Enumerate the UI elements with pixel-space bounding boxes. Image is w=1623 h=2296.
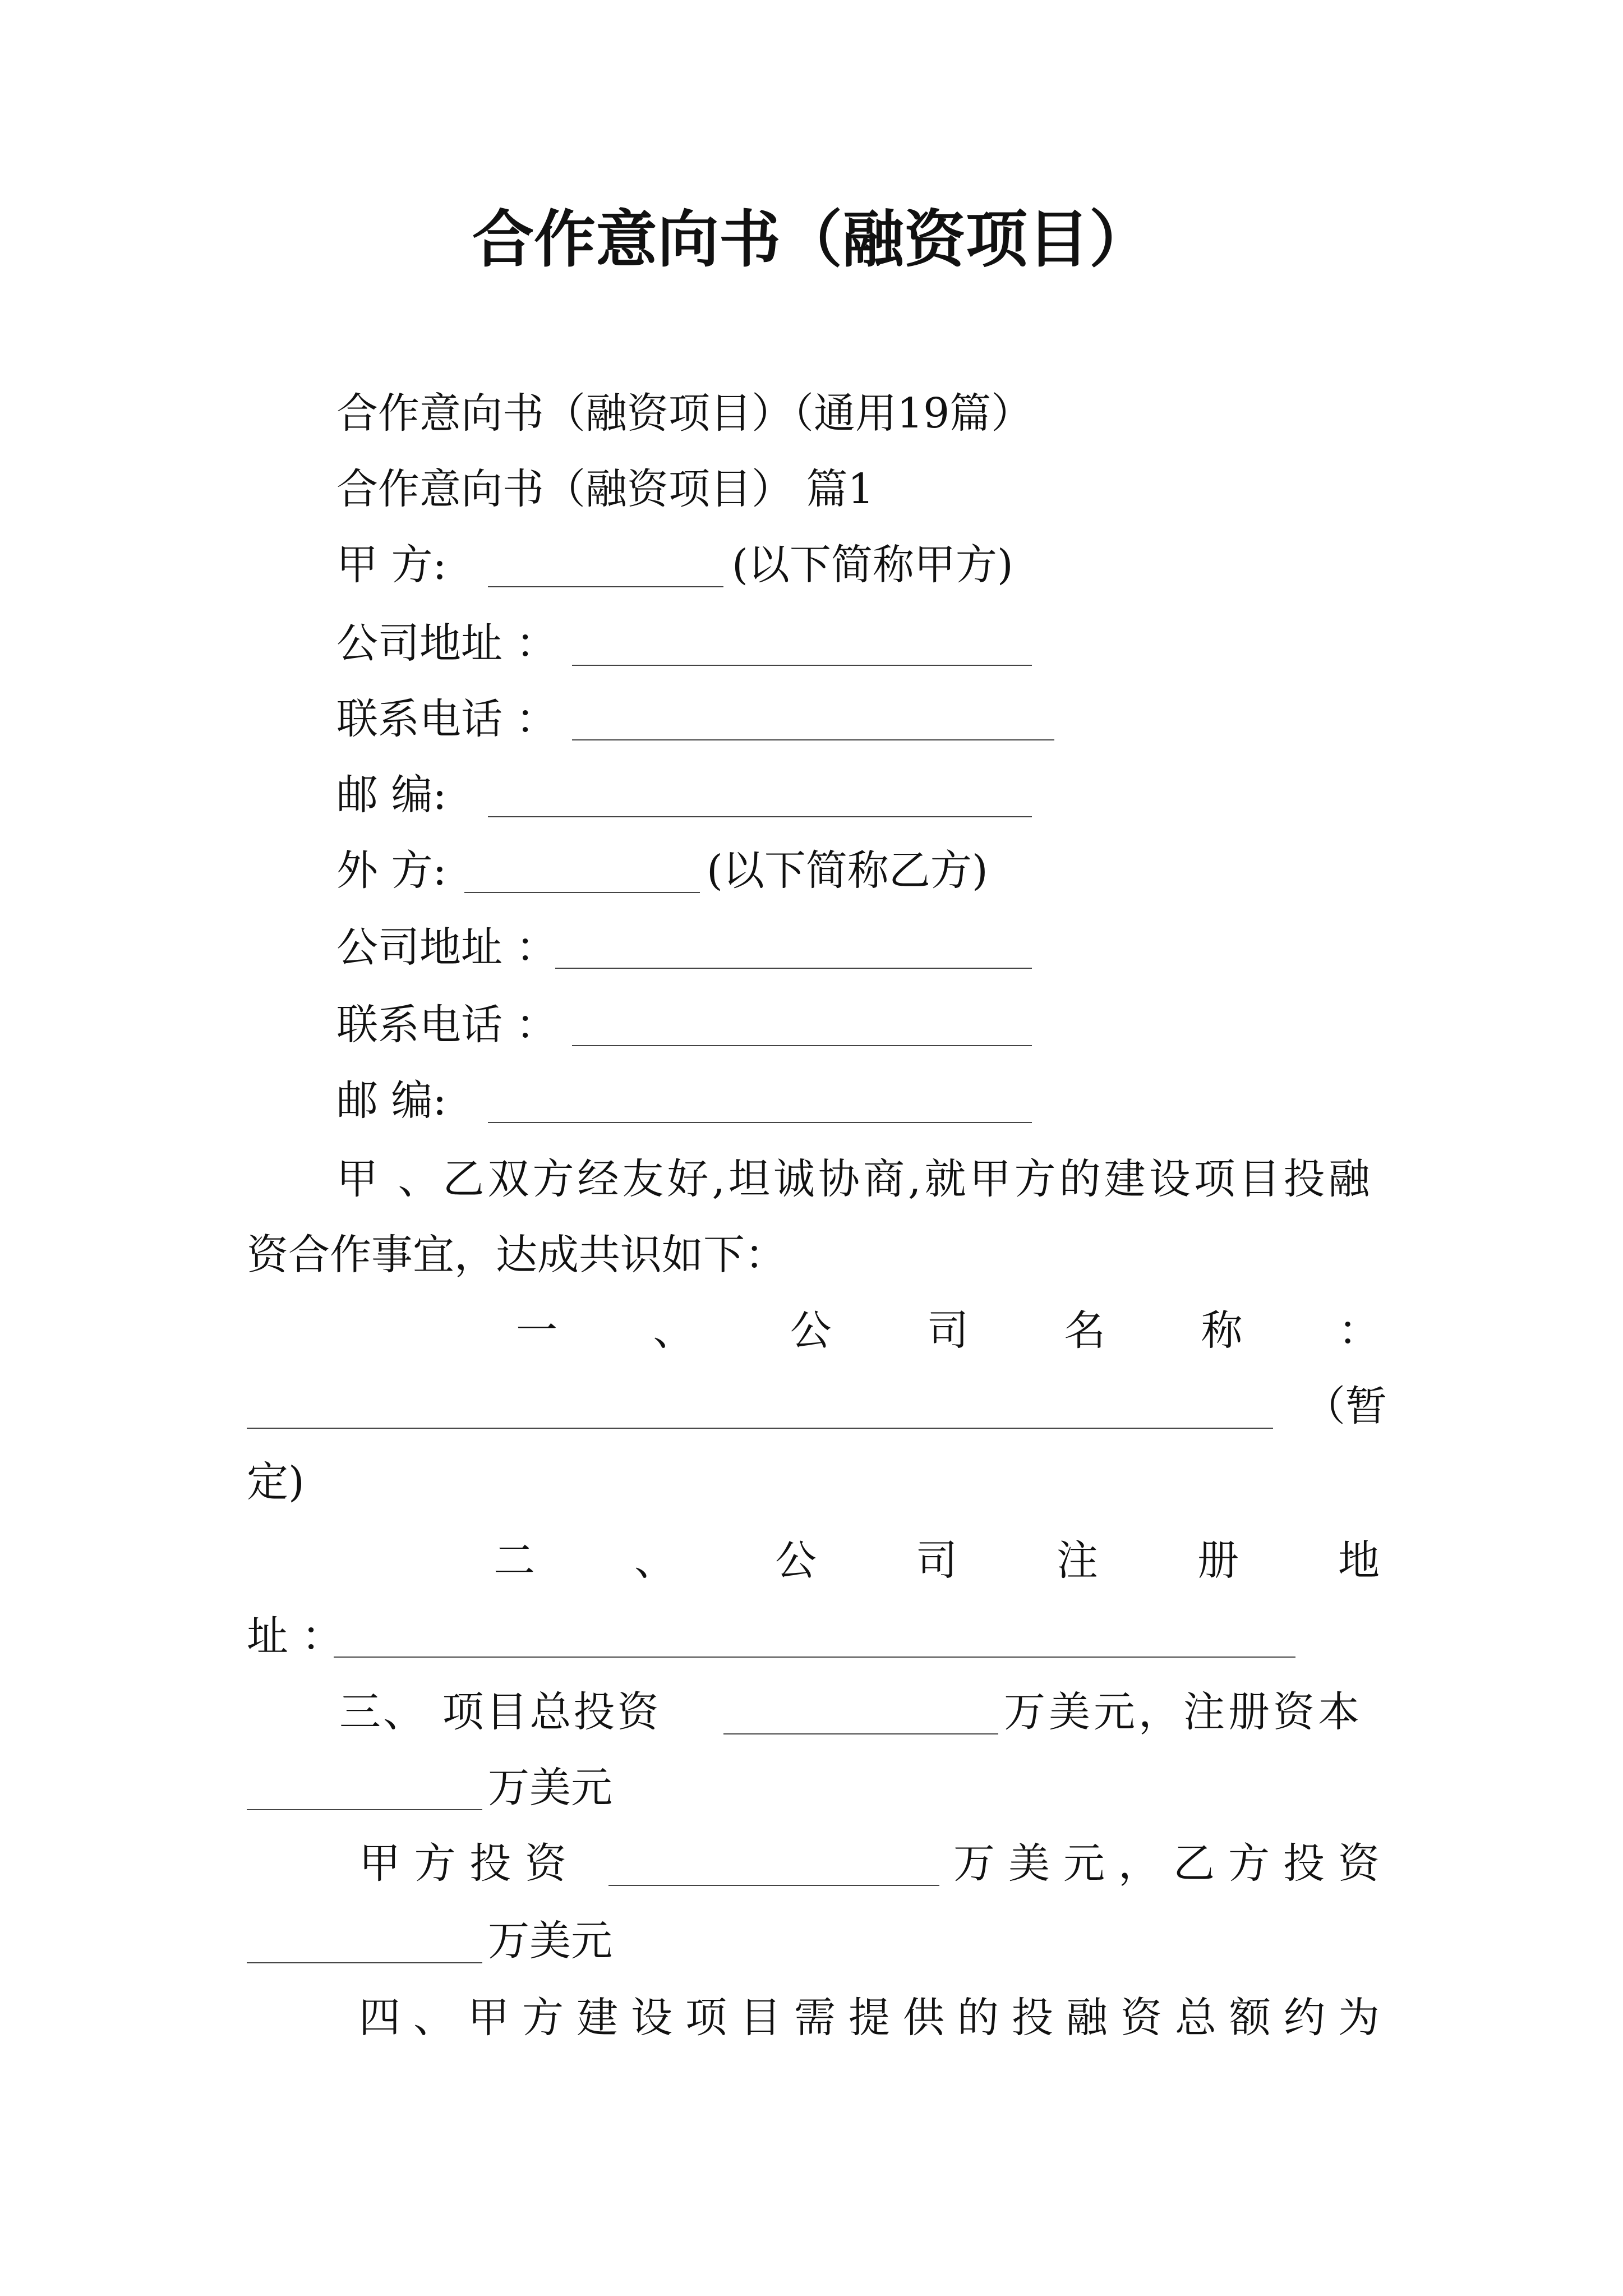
section-heading: 合作意向书（融资项目） 篇1: [336, 465, 874, 513]
party-a-phone-blank: [572, 739, 1054, 740]
party-a-postcode-blank: [488, 816, 1032, 817]
document-subtitle: 合作意向书（融资项目）（通用19篇）: [336, 389, 1033, 438]
clause-1-char: 、: [653, 1306, 695, 1355]
party-a-suffix: (以下简称甲方): [732, 541, 1013, 589]
intro-line-2: 资合作事宜，达成共识如下：: [247, 1231, 786, 1279]
clause-1-char: 名: [1064, 1306, 1106, 1355]
party-a-postcode-label: 邮 编:: [336, 771, 447, 819]
clause-4-char: 甲: [468, 1994, 509, 2042]
clause-4-char: 项: [685, 1994, 727, 2042]
clause-4-line-1: [359, 1994, 1380, 2042]
clause-1-suffix-part: （暂: [1304, 1382, 1387, 1430]
clause-4-char: 需: [794, 1994, 836, 2042]
clause-3b-unit-char: 元: [1063, 1839, 1105, 1888]
clause-4-char: 方: [522, 1994, 564, 2042]
clause-2-address-blank: [334, 1657, 1295, 1658]
party-b-postcode-blank: [488, 1122, 1032, 1123]
clause-3b-char: 资: [524, 1839, 566, 1888]
clause-4-char: 资: [1121, 1994, 1162, 2042]
clause-4-char: 融: [1066, 1994, 1108, 2042]
clause-2-char: 、: [634, 1536, 676, 1585]
clause-3-unit-2: 万美元: [488, 1764, 612, 1812]
clause-4-char: 约: [1284, 1994, 1325, 2042]
clause-3-capital-blank: [247, 1809, 482, 1810]
clause-2-line-2-label: 址 ：: [247, 1612, 343, 1660]
party-a-name-blank: [488, 586, 723, 587]
party-b-suffix: (以下简称乙方): [707, 846, 988, 895]
party-b-label: 外 方:: [336, 846, 447, 895]
clause-1-char: 公: [790, 1306, 832, 1355]
party-a-address-label: 公司地址 ：: [336, 619, 557, 668]
clause-3b-party-b-blank: [247, 1962, 482, 1963]
clause-4-char: 额: [1229, 1994, 1271, 2042]
document-title: 合作意向书（融资项目）: [472, 203, 1151, 275]
clause-2-char: 注: [1057, 1536, 1098, 1585]
clause-3b-char: 方: [414, 1839, 456, 1888]
party-b-address-label: 公司地址 ：: [336, 923, 557, 972]
clause-2-char: 公: [775, 1536, 817, 1585]
clause-4-char: 建: [577, 1994, 618, 2042]
clause-3b-label: [359, 1839, 566, 1888]
clause-4-char: 四: [359, 1994, 400, 2042]
clause-4-char: 供: [903, 1994, 944, 2042]
clause-1-name-blank: [247, 1428, 1273, 1429]
clause-2-char: 册: [1197, 1536, 1239, 1585]
party-b-phone-label: 联系电话 ：: [336, 1001, 557, 1049]
clause-3b-party-a-blank: [608, 1885, 939, 1886]
party-b-address-blank: [555, 968, 1032, 969]
party-b-phone-blank: [572, 1045, 1032, 1046]
clause-3b-unit-2: 万美元: [488, 1917, 612, 1965]
clause-4-char: 提: [849, 1994, 890, 2042]
clause-3b-unit-char: 乙: [1173, 1839, 1215, 1888]
clause-2-char: 司: [916, 1536, 957, 1585]
clause-3-unit-1: 万美元，注册资本: [1004, 1688, 1363, 1736]
party-b-name-blank: [464, 892, 700, 893]
clause-4-char: 目: [740, 1994, 781, 2042]
clause-1-char: 司: [926, 1306, 969, 1355]
clause-1-char: 一: [516, 1306, 557, 1355]
clause-2-char: 二: [494, 1536, 535, 1585]
clause-4-char: 、: [413, 1994, 455, 2042]
clause-1-suffix-line: 定): [247, 1458, 305, 1506]
clause-2-line-1: [494, 1536, 1380, 1585]
clause-3b-unit-char: 方: [1228, 1839, 1270, 1888]
clause-3b-unit-char: 美: [1008, 1839, 1050, 1888]
party-b-postcode-label: 邮 编:: [336, 1076, 447, 1125]
clause-4-char: 投: [1012, 1994, 1053, 2042]
clause-3-label: 三、 项目总投资: [339, 1688, 661, 1736]
intro-line-1: 甲 、乙双方经友好,坦诚协商,就甲方的建设项目投融: [336, 1155, 1373, 1203]
party-a-label: 甲 方:: [336, 541, 447, 589]
clause-4-char: 的: [957, 1994, 999, 2042]
clause-1-line-1: [516, 1306, 1380, 1355]
clause-1-char: 称: [1201, 1306, 1243, 1355]
clause-1-char: ：: [1338, 1306, 1380, 1355]
clause-3b-unit-char: 资: [1338, 1839, 1380, 1888]
clause-2-char: 地: [1338, 1536, 1380, 1585]
clause-3b-unit-char: 投: [1283, 1839, 1325, 1888]
party-a-phone-label: 联系电话 ：: [336, 695, 557, 743]
clause-4-char: 总: [1175, 1994, 1216, 2042]
clause-3b-unit-char: ，: [1118, 1839, 1160, 1888]
clause-4-char: 设: [631, 1994, 672, 2042]
clause-3b-char: 投: [469, 1839, 511, 1888]
clause-3b-unit-1: [953, 1839, 1380, 1888]
clause-3-total-blank: [723, 1733, 998, 1734]
clause-4-char: 为: [1338, 1994, 1380, 2042]
party-a-address-blank: [572, 665, 1032, 666]
clause-3b-unit-char: 万: [953, 1839, 995, 1888]
clause-3b-char: 甲: [359, 1839, 400, 1888]
